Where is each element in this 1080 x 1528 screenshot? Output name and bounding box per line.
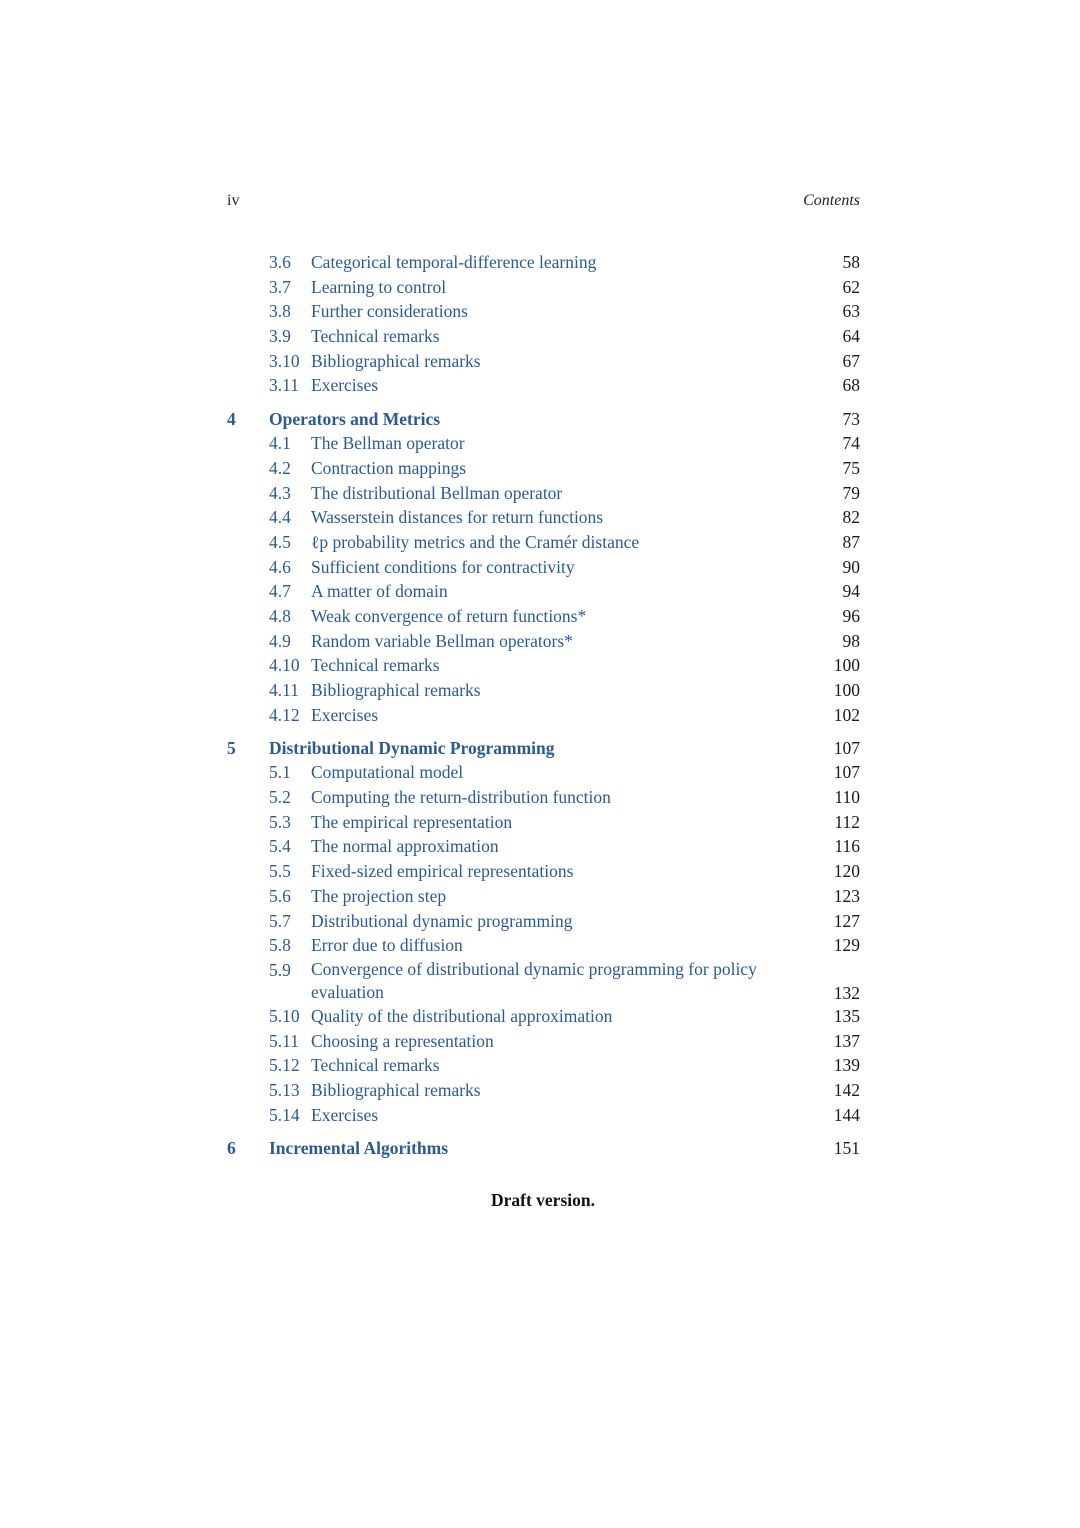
section-number: 3.8: [269, 301, 291, 322]
section-page-number: 110: [834, 787, 860, 808]
section-title[interactable]: Contraction mappings: [311, 457, 467, 478]
chapter-number: 5: [227, 738, 236, 759]
section-number: 4.2: [269, 457, 291, 478]
section-title[interactable]: Technical remarks: [311, 1055, 440, 1076]
toc-section-5-6[interactable]: [227, 884, 860, 909]
section-page-number: 62: [842, 276, 860, 297]
section-page-number: 94: [842, 581, 860, 602]
section-number: 4.3: [269, 482, 291, 503]
section-page-number: 107: [833, 762, 860, 783]
section-page-number: 120: [833, 861, 860, 882]
toc-section-4-7[interactable]: [227, 579, 860, 604]
section-page-number: 82: [842, 507, 860, 528]
toc-section-4-4[interactable]: [227, 505, 860, 530]
chapter-page-number: 107: [833, 738, 860, 759]
section-number: 3.6: [269, 252, 291, 272]
section-page-number: 137: [833, 1030, 860, 1051]
section-number: 5.11: [269, 1030, 299, 1051]
toc-section-5-4[interactable]: [227, 834, 860, 859]
section-title[interactable]: Distributional dynamic programming: [311, 910, 573, 931]
chapter-title[interactable]: Incremental Algorithms: [269, 1138, 449, 1159]
section-page-number: 132: [833, 982, 860, 1003]
section-number: 4.10: [269, 655, 300, 676]
section-page-number: 142: [833, 1079, 860, 1100]
section-number: 5.9: [269, 959, 291, 980]
section-number: 4.1: [269, 433, 291, 454]
section-page-number: 58: [842, 252, 860, 272]
section-title[interactable]: Exercises: [311, 375, 379, 396]
section-title[interactable]: Weak convergence of return functions*: [311, 605, 587, 626]
section-number: 3.7: [269, 276, 291, 297]
toc-section-4-3[interactable]: [227, 481, 860, 506]
toc-section-5-1[interactable]: [227, 760, 860, 785]
toc-section-4-1[interactable]: [227, 431, 860, 456]
section-page-number: 96: [842, 605, 860, 626]
section-page-number: 64: [842, 326, 860, 347]
section-title[interactable]: Wasserstein distances for return functions: [311, 507, 604, 528]
toc-section-3-10[interactable]: [227, 349, 860, 374]
section-number: 5.13: [269, 1079, 300, 1100]
section-page-number: 139: [833, 1055, 860, 1076]
section-page-number: 67: [842, 350, 860, 371]
section-page-number: 90: [842, 556, 860, 577]
section-title[interactable]: Further considerations: [311, 301, 468, 322]
toc-section-3-9[interactable]: [227, 324, 860, 349]
section-number: 4.11: [269, 680, 299, 700]
toc-section-4-11[interactable]: [227, 678, 860, 703]
section-page-number: 63: [842, 301, 860, 322]
toc-section-5-7[interactable]: [227, 909, 860, 934]
toc-section-4-5[interactable]: [227, 530, 860, 555]
section-title[interactable]: Quality of the distributional approximation: [311, 1005, 613, 1026]
section-title[interactable]: Random variable Bellman operators*: [311, 630, 573, 651]
toc-section-5-13[interactable]: [227, 1078, 860, 1103]
section-title[interactable]: Bibliographical remarks: [311, 680, 481, 700]
section-number: 5.6: [269, 885, 291, 906]
section-title[interactable]: The empirical representation: [311, 811, 513, 832]
section-page-number: 100: [833, 655, 860, 676]
section-page-number: 116: [834, 836, 860, 857]
section-title[interactable]: Technical remarks: [311, 326, 440, 347]
toc-section-5-5[interactable]: [227, 859, 860, 884]
section-page-number: 79: [842, 482, 860, 503]
section-title[interactable]: The normal approximation: [311, 836, 499, 857]
section-number: 5.2: [269, 787, 291, 808]
section-page-number: 112: [834, 811, 860, 832]
toc-section-5-11[interactable]: [227, 1029, 860, 1054]
toc-section-4-2[interactable]: [227, 456, 860, 481]
section-number: 5.7: [269, 910, 291, 931]
toc-section-4-9[interactable]: [227, 629, 860, 654]
section-page-number: 98: [842, 630, 860, 651]
section-number: 5.8: [269, 935, 291, 956]
section-page-number: 129: [833, 935, 860, 956]
section-title[interactable]: Categorical temporal-difference learning: [311, 252, 597, 272]
toc-section-3-8[interactable]: [227, 299, 860, 324]
section-title[interactable]: Bibliographical remarks: [311, 1079, 481, 1100]
section-title[interactable]: Choosing a representation: [311, 1030, 494, 1051]
section-number: 5.10: [269, 1005, 300, 1026]
section-number: 4.7: [269, 581, 291, 602]
toc-chapter-6[interactable]: [227, 1136, 860, 1160]
chapter-title[interactable]: Operators and Metrics: [269, 409, 441, 430]
section-number: 3.9: [269, 326, 291, 347]
toc-section-4-10[interactable]: [227, 653, 860, 678]
toc-chapter-5[interactable]: [227, 736, 860, 760]
section-page-number: 123: [833, 885, 860, 906]
toc-section-4-12[interactable]: [227, 703, 860, 728]
section-number: 5.3: [269, 811, 291, 832]
section-title[interactable]: Convergence of distributional dynamic programming for policy evaluation: [311, 958, 757, 1002]
toc-section-5-9[interactable]: [227, 958, 860, 1004]
section-title[interactable]: The distributional Bellman operator: [311, 482, 563, 503]
section-page-number: 100: [833, 680, 860, 700]
section-title[interactable]: A matter of domain: [311, 581, 448, 602]
section-title[interactable]: Exercises: [311, 704, 379, 725]
toc-section-3-11[interactable]: [227, 373, 860, 398]
toc-section-5-3[interactable]: [227, 810, 860, 835]
section-title[interactable]: Computing the return-distribution function: [311, 787, 611, 808]
toc-section-3-7[interactable]: [227, 275, 860, 300]
section-page-number: 68: [842, 375, 860, 396]
toc-section-5-8[interactable]: [227, 933, 860, 958]
section-number: 5.12: [269, 1055, 300, 1076]
section-number: 4.4: [269, 507, 291, 528]
section-page-number: 127: [833, 910, 860, 931]
section-title[interactable]: The projection step: [311, 885, 447, 906]
section-page-number: 87: [842, 531, 860, 552]
section-page-number: 144: [833, 1104, 860, 1125]
section-number: 5.4: [269, 836, 291, 857]
section-page-number: 75: [842, 457, 860, 478]
toc-section-5-2[interactable]: [227, 785, 860, 810]
toc-section-3-6[interactable]: [227, 250, 860, 275]
section-page-number: 102: [833, 704, 860, 725]
running-head: Contents: [803, 192, 860, 209]
toc-chapter-4[interactable]: [227, 407, 860, 431]
section-title[interactable]: The Bellman operator: [311, 433, 465, 454]
section-page-number: 74: [842, 433, 860, 454]
section-title[interactable]: Learning to control: [311, 276, 447, 297]
section-title[interactable]: Sufficient conditions for contractivity: [311, 556, 575, 577]
toc-section-5-14[interactable]: [227, 1103, 860, 1128]
page-number: iv: [227, 192, 240, 209]
chapter-number: 4: [227, 409, 236, 430]
section-title[interactable]: Fixed-sized empirical representations: [311, 861, 574, 882]
section-number: 4.12: [269, 704, 300, 725]
draft-notice: Draft version.: [490, 1190, 595, 1210]
section-title[interactable]: Technical remarks: [311, 655, 440, 676]
section-page-number: 135: [833, 1005, 860, 1026]
chapter-number: 6: [227, 1138, 236, 1159]
section-number: 4.9: [269, 630, 291, 651]
section-number: 3.10: [269, 350, 300, 371]
section-title[interactable]: ℓp probability metrics and the Cramér distance: [311, 531, 640, 552]
section-number: 4.6: [269, 556, 291, 577]
table-of-contents: [227, 250, 860, 1160]
toc-section-5-12[interactable]: [227, 1053, 860, 1078]
chapter-page-number: 73: [842, 409, 860, 430]
section-title[interactable]: Bibliographical remarks: [311, 350, 481, 371]
section-number: 3.11: [269, 375, 299, 396]
section-number: 4.5: [269, 531, 291, 552]
section-title[interactable]: Computational model: [311, 762, 464, 783]
section-number: 5.14: [269, 1104, 300, 1125]
section-title[interactable]: Exercises: [311, 1104, 379, 1125]
toc-section-5-10[interactable]: [227, 1004, 860, 1029]
chapter-page-number: 151: [833, 1138, 860, 1159]
toc-section-4-6[interactable]: [227, 555, 860, 580]
section-number: 4.8: [269, 605, 291, 626]
chapter-title[interactable]: Distributional Dynamic Programming: [269, 738, 555, 759]
section-number: 5.1: [269, 762, 291, 783]
section-title[interactable]: Error due to diffusion: [311, 935, 463, 956]
section-number: 5.5: [269, 861, 291, 882]
toc-section-4-8[interactable]: [227, 604, 860, 629]
